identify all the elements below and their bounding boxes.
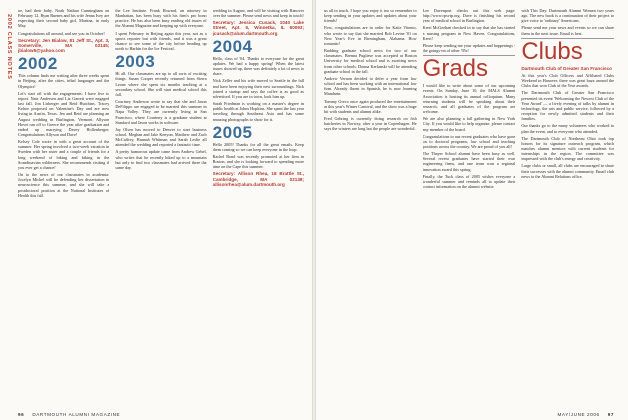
paragraph: Let's start off with the engagements: I have five to report. Nate Andersen and Liz Garrett were engaged last fall. Jon Lisberger and Reid Hutchins. Tracey Kehoe proposed on Valentine's Day and are now living in Austin, Texas. Jen and Reid are planning an August wedding in Burlington, Vermont. Allyson Hovet ran off to Greece the year after graduation and ended up marrying Davey Hollenberger. Congratulations Allyson and Dave! — [18, 90, 110, 137]
paragraph: Budding graduate school news for two of our classmates. Brenna Pugliese was accepted at Boston University for medical school and is awaiting news from other schools. Donna Kerlanski will be attending graduate school in the fall. — [324, 48, 417, 74]
paragraph: Hello 2005! Thanks for all the great emails. Keep them coming so we can keep everyone in the loop. — [212, 141, 304, 152]
class-year-heading: 2005 — [212, 122, 253, 142]
paragraph: Kelsey Cole wrote in with a great account of the summer. Her spring involved a two-week vacation in Sweden with her sister and a couple of friends for a long weekend of hiking and biking in the Scandinavian wilderness. She recommends visiting if you ever get a chance! — [18, 139, 110, 170]
paragraph: Andrew Vernon decided to defer a year from law school and has been working with an international law firm. Already fluent in Spanish, he is now learning Mandarin. — [324, 75, 417, 97]
page-number: 97 — [607, 412, 614, 417]
paragraph: Our thanks go to the many volunteers who worked to plan the event, and to everyone who attended. — [521, 123, 615, 134]
paragraph: The Dartmouth Club of Greater San Francisco presented its event 'Welcoming the Newest Club of the Year Award' — a lively evening of talks by alumni in technology, the arts and public service, followed by a reception for newly admitted students and their families. — [521, 90, 615, 122]
left-column-2 — [115, 8, 206, 406]
paragraph: Tommy Greco once again produced the entertainment at this year's Winter Carnival, and the show was a huge hit with students and alumni alike. — [324, 98, 417, 114]
paragraph: Nick Zeller and his wife moved to Seattle in the fall and have been enjoying their new surroundings. Nick joined a startup and says the coffee is as good as advertised. If you are in town, look him up. — [212, 78, 304, 99]
right-page — [316, 0, 628, 420]
paragraph: us all in touch, I hope you enjoy it too so remember to keep sending in your updates and updates about your friends! — [324, 8, 417, 24]
paragraph: the Lee Institute. Frank Howard, an attorney in Manhattan, has been busy with his firm's pro bono practice. He has also been busy reading old issues of the Alumni Magazine and keeping up with everyone. — [115, 8, 207, 29]
left-page — [0, 0, 312, 420]
paragraph: Rachel Bond was recently promoted at her firm in Boston, and she is looking forward to spending more time on the Cape this summer. — [212, 153, 304, 170]
magazine-title: DARTMOUTH ALUMNI MAGAZINE — [32, 412, 121, 417]
issue-date: MAY/JUNE 2006 — [557, 412, 600, 417]
paragraph: The Thayer School alumni have been busy as well. Several recent graduates have started their own engineering firms, and one team won a regional innovation award this spring. — [422, 151, 516, 172]
paragraph: Hi all. Our classmates are up to all sorts of exciting things. Susan Cooper recently returned from Sierra Leone where she spent six months teaching at a secondary school. She will start medical school this fall. — [115, 71, 207, 97]
class-year-heading: 2003 — [115, 52, 156, 72]
paragraph: Jay Olsen has moved to Denver to start business school. Meghan and Jake Kenyon, Matthew and Zach McCaffrey, Hannah Whitman and Sarah Leslie all attended the wedding and reported a fantastic time. — [115, 126, 207, 148]
paragraph: Kerri McGeehan checked in to say that she has started a nursing program in New Haven. Congratulations, Kerri! — [422, 25, 516, 41]
paragraph: Please keep sending me your updates and happenings - the goings-on of other '05s! — [422, 42, 516, 54]
right-column-2 — [423, 8, 516, 406]
paragraph: Hello, class of '04. Thanks to everyone for the great updates. We had a happy spring! When the latest issues showed up, there was definitely a lot of news to share. — [212, 55, 304, 77]
paragraph: The Dartmouth Club of Northeast Ohio took top honors for its signature outreach program, which matches alumni mentors with current students for internships in the region. The committee was impressed with the club's energy and creativity. — [521, 135, 615, 162]
page-number: 96 — [18, 412, 25, 417]
paragraph: Large clubs or small, all clubs are encouraged to share their successes with the alumni community. Email club news to the Alumni Relations office. — [521, 163, 615, 179]
secretary-line: Secretary: Jessica Cusack, 1040 Lake Street, Apt. 5, Winnetka, IL 60093; jcusack@alum.dartmouth.org — [212, 20, 304, 36]
left-page-footer — [18, 412, 120, 417]
paragraph: Lee Davenport checks out this web page: http://www.rpsvtp.org. Dave is finishing his second year of medical school in Burlington. — [422, 8, 516, 24]
paragraph: We are also planning a fall gathering in New York City. If you would like to help organize, please contact any member of the board. — [422, 116, 516, 132]
right-page-footer — [558, 412, 615, 417]
paragraph: with This Day: Dartmouth Alumni Women two years ago. The new book is a continuation of their project to give voice to 'ordinary' Americans. — [521, 8, 615, 24]
left-column-3 — [213, 8, 304, 406]
grads-section-heading: Grads — [422, 55, 489, 83]
paragraph: This column finds me writing after three weeks spent in Beijing, after the cities, tribal languages and the Olympics! — [18, 73, 110, 89]
paragraph: On to the news of our classmates in academia: Jocelyn Michel will be defending her dissertation in neuroscience this summer, and she will take a postdoctoral position at the National Institutes of Health this fall. — [18, 172, 110, 198]
paragraph: I would like to write about some of our upcoming events. On Sunday, June 10, the MALS Alumni Association is hosting its annual colloquium. Many returning students will be speaking about their research, and all graduates of the program are welcome. — [422, 83, 516, 115]
paragraph: Finally, the Tuck class of 2005 wishes everyone a wonderful summer and reminds all to update their contact information on the alumni website. — [422, 173, 516, 190]
section-side-tab-label: 2002 CLASS NOTES — [6, 14, 12, 80]
paragraph: Congratulations to our recent graduates who have gone on to doctoral programs, law school and teaching positions across the country. We are proud of you all! — [422, 133, 516, 149]
paragraph: I spent February in Beijing again this year, not as a sports reporter but with friends, and it was a great chance to see some of the city before heading up north to Harbin for the Ice Festival. — [115, 30, 207, 52]
paragraph: Fred Gehring is currently doing research on fish hatcheries in Norway, after a year in Copenhagen. He says the winters are long but the people are wonderful. — [324, 115, 417, 132]
paragraph: At this year's Club Officers and Affiliated Clubs Weekend in Hanover, there was great buzz around the Clubs that won Club of the Year awards. — [521, 72, 615, 89]
paragraph: First, congratulations are in order for Katie Vitenio, who wrote to say that she married Bob Levine '01 on New Year's Eve in Birmingham, Alabama. How romantic! — [324, 25, 417, 46]
clubs-section-heading: Clubs — [521, 37, 583, 65]
paragraph: Courtney Anderson wrote to say that she and Jason DeFilippo are engaged to be married this summer in Napa Valley. They are currently living in San Francisco, where Courtney is a graduate student at Stanford and Jason works in software. — [115, 99, 207, 125]
paragraph: A pretty humorous update came from Andrew Gebel, who writes that he recently hiked up to a mountain hut only to find two classmates had arrived there the same day. — [115, 149, 207, 170]
paragraph: Congratulations all around, and see you in October! — [18, 30, 105, 36]
paragraph: Please send me your news and events so we can share them in the next issue. Email is best. — [521, 25, 615, 36]
paragraph: wedding in August, and will be visiting with Hanover over the summer. Please send news and keep in touch! — [212, 8, 304, 19]
secretary-line: Secretary: Jen Bialow, 81 Jeff St., Apt. 3, Somerville, MA 02145; jbialow5@yahoo.com — [18, 37, 110, 54]
class-year-heading: 2004 — [212, 36, 253, 56]
paragraph: oe, had their baby, Noah Nathan Cunningham on February 12. Ryan Buenes and his wife Jenna Ivey are expecting their second baby girl, Martina, in early May. — [18, 8, 110, 29]
paragraph: Sarah Friedman is working on a master's degree in public health at Johns Hopkins. She spent the last year traveling through Southeast Asia and has some amazing photographs to show for it. — [212, 101, 304, 122]
right-column-3 — [521, 8, 614, 406]
left-column-1 — [18, 8, 109, 406]
class-year-heading: 2002 — [18, 54, 58, 74]
right-column-1 — [324, 8, 417, 406]
secretary-line: Secretary: Allison Rhea, 18 Brattle St., Cambridge, MA 02138; allisonrhea@alum.dartmouth.org — [212, 171, 304, 187]
club-subheading: Dartmouth Club of Greater San Francisco — [521, 65, 612, 71]
section-side-tab — [3, 14, 13, 84]
